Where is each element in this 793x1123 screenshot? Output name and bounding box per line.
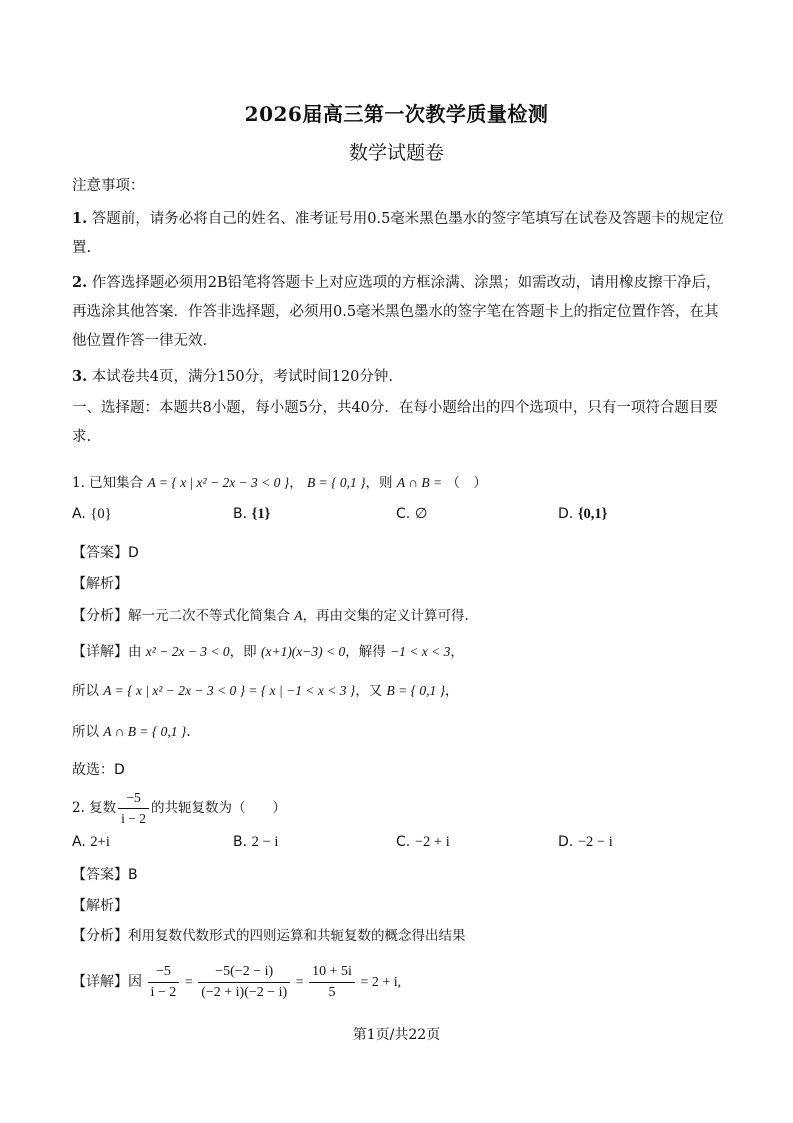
- option-value: −2 − i: [577, 834, 613, 850]
- q2-analysis-tag: 【解析】: [72, 898, 128, 914]
- fraction-numerator: −5: [148, 962, 180, 983]
- answer-tag: 【答案】: [72, 545, 128, 561]
- option-d: [558, 834, 613, 851]
- equals-sign: =: [295, 975, 304, 990]
- detail-text: 所以: [72, 724, 99, 740]
- equals-sign: =: [184, 975, 193, 990]
- option-label: C.: [396, 834, 411, 850]
- notice-heading: 注意事项：: [72, 178, 145, 194]
- fenxi-end: ，再由交集的定义计算可得.: [302, 608, 469, 624]
- fraction-denominator: 5: [328, 985, 336, 1001]
- option-value: 2+i: [90, 834, 110, 850]
- detail-text: 由: [128, 644, 142, 660]
- intersection-result: A ∩ B = { 0,1 }: [103, 724, 187, 739]
- detail-tag: 【详解】: [72, 644, 128, 660]
- fraction-denominator: i − 2: [150, 985, 177, 1001]
- q2-fenxi-line: [72, 922, 724, 951]
- answer-tag: 【答案】: [72, 867, 128, 883]
- set-b-expression: B = { 0,1 }: [307, 475, 366, 490]
- question-1-options: [72, 506, 724, 530]
- option-label: B.: [233, 834, 248, 850]
- question-prefix: 2. 复数: [72, 800, 117, 816]
- option-b: [233, 506, 270, 523]
- fraction-numerator: −5(−2 − i): [198, 962, 290, 983]
- option-c: [396, 506, 427, 523]
- set-a-simplified: A = { x | x² − 2x − 3 < 0 } = { x | −1 < x < 3 }: [103, 683, 356, 698]
- detail-tag: 【详解】: [72, 974, 128, 990]
- connector: ，则: [365, 475, 393, 491]
- option-label: D.: [558, 506, 574, 522]
- detail-text: ，又: [355, 683, 383, 699]
- answer-value: B: [128, 867, 138, 883]
- option-value: {1}: [251, 506, 271, 522]
- option-c: [396, 834, 450, 851]
- complex-fraction: [118, 788, 149, 829]
- option-a: [72, 506, 112, 523]
- question-suffix: 的共轭复数为（ ）: [151, 800, 287, 816]
- detail-text: 因: [128, 975, 142, 990]
- option-value: 2 − i: [251, 834, 279, 850]
- fraction-numerator: 10 + 5i: [309, 962, 355, 983]
- option-value: ∅: [414, 506, 428, 522]
- fenxi-tag: 【分析】: [72, 608, 128, 624]
- note-1: [72, 204, 724, 263]
- fraction-conjugate-multiply: [198, 962, 290, 1003]
- fraction-numerator: −5: [118, 788, 149, 809]
- option-label: D.: [558, 834, 574, 850]
- q2-detail-line: [72, 958, 724, 1007]
- option-label: A.: [72, 506, 86, 522]
- note-number: 2.: [72, 274, 88, 291]
- intersection-expression: A ∩ B =: [396, 475, 443, 490]
- note-text: 答题前，请务必将自己的姓名、准考证号用0.5毫米黑色墨水的签字笔填写在试卷及答题卡的规定位置.: [72, 211, 724, 256]
- detail-text: 所以: [72, 683, 99, 699]
- fraction-denominator: i − 2: [121, 811, 147, 826]
- fenxi-variable: A: [294, 608, 303, 623]
- detail-text: ，: [450, 644, 464, 660]
- inequality-expression: x² − 2x − 3 < 0: [145, 644, 230, 659]
- option-label: B.: [233, 506, 248, 522]
- detail-text: ，即: [229, 644, 257, 660]
- option-value: {0,1}: [577, 506, 608, 522]
- option-b: [233, 834, 278, 851]
- fenxi-tag: 【分析】: [72, 928, 128, 944]
- separator: ，: [289, 475, 303, 491]
- set-a-expression: A = { x | x² − 2x − 3 < 0 }: [147, 475, 290, 490]
- question-2: [72, 786, 724, 830]
- q1-fenxi-line: [72, 601, 724, 631]
- page-footer: 第1页/共22页: [352, 1027, 441, 1043]
- fraction-denominator: (−2 + i)(−2 − i): [201, 985, 288, 1001]
- section-one-heading: 一、选择题：本题共8小题，每小题5分，共40分．在每小题给出的四个选项中，只有一项符合题目要求.: [72, 400, 718, 445]
- note-number: 3.: [72, 368, 88, 385]
- note-number: 1.: [72, 210, 88, 227]
- fraction-simplified: [309, 962, 355, 1003]
- q1-detail-line-2: [72, 676, 724, 706]
- option-a: [72, 834, 110, 851]
- note-text: 作答选择题必须用2B铅笔将答题卡上对应选项的方框涂满、涂黑；如需改动，请用橡皮擦干净后，再选涂其他答案．作答非选择题，必须用0.5毫米黑色墨水的签字笔在答题卡上的指定位置作答，在其他位置作答一律无效.: [72, 275, 721, 349]
- q1-analysis-tag: 【解析】: [72, 576, 128, 592]
- page-title: 2026届高三第一次教学质量检测: [244, 102, 549, 126]
- q2-answer-line: [72, 861, 724, 890]
- note-text: 本试卷共4页，满分150分，考试时间120分钟.: [91, 369, 393, 385]
- option-d: [558, 506, 607, 523]
- page-subtitle: 数学试题卷: [348, 142, 444, 164]
- detail-text: ，: [445, 683, 459, 699]
- option-value: −2 + i: [414, 834, 450, 850]
- note-2: [72, 268, 724, 356]
- fenxi-text: 解一元二次不等式化简集合: [128, 608, 290, 624]
- option-value: {0}: [90, 506, 112, 522]
- set-b-expression: B = { 0,1 }: [386, 683, 446, 698]
- final-result: = 2 + i,: [360, 975, 402, 990]
- q1-detail-line-3: [72, 717, 724, 747]
- option-label: C.: [396, 506, 411, 522]
- factored-expression: (x+1)(x−3) < 0: [260, 644, 346, 659]
- detail-text: .: [186, 724, 191, 740]
- answer-value: D: [128, 545, 139, 561]
- q1-conclusion: 故选：D: [72, 762, 125, 778]
- option-label: A.: [72, 834, 86, 850]
- question-prefix: 1. 已知集合: [72, 475, 144, 491]
- q1-detail-line-1: [72, 637, 724, 667]
- question-2-options: [72, 834, 724, 858]
- note-3: [72, 362, 724, 392]
- solution-range: −1 < x < 3: [390, 644, 451, 659]
- fenxi-text: 利用复数代数形式的四则运算和共轭复数的概念得出结果: [128, 928, 466, 944]
- fraction-original: [148, 962, 180, 1003]
- q1-answer-line: [72, 539, 724, 568]
- answer-paren: （ ）: [446, 475, 487, 491]
- question-1: [72, 468, 724, 498]
- detail-text: ，解得: [345, 644, 386, 660]
